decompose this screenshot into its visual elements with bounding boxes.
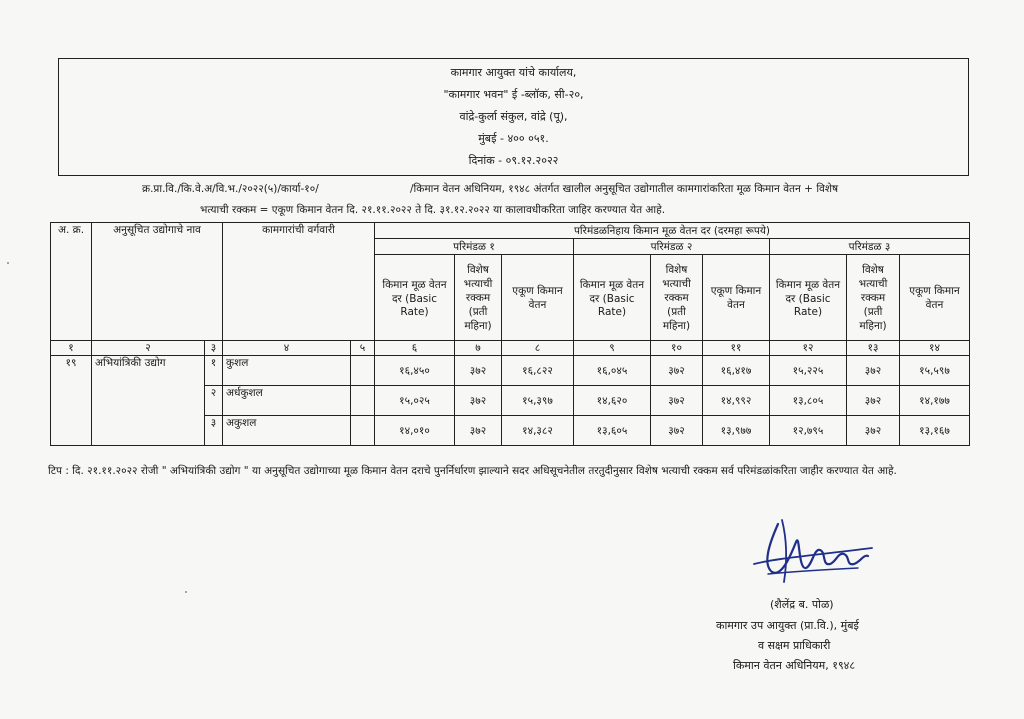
signatory-role: व सक्षम प्राधिकारी (758, 639, 831, 652)
total-z2: १३,९७७ (703, 416, 770, 446)
column-number: १ (51, 341, 92, 356)
basic-rate-z3: १३,८०५ (770, 386, 847, 416)
column-number: ३ (205, 341, 223, 356)
footnote: टिप : दि. २१.११.२०२२ रोजी " अभियांत्रिकी उद्योग " या अनुसूचित उद्योगाच्या मूळ किमान वेतन दराचे पुनर्निर्धारण झाल्याने सदर अधिसूचनेतील तरतुदीनुसार विशेष भत्याची रक्कम सर्व परिमंडळांकरिता जाहीर करण्यात येत आहे. (48, 465, 897, 477)
basic-rate-z2: १६,०४५ (574, 356, 651, 386)
header-basic-rate-z3: किमान मूळ वेतन दर (Basic Rate) (770, 255, 847, 341)
office-building: "कामगार भवन" ई -ब्लॉक, सी-२०, (443, 88, 584, 101)
header-total-z2: एकूण किमान वेतन (703, 255, 770, 341)
column-number: ४ (223, 341, 351, 356)
total-z3: १३,१६७ (900, 416, 970, 446)
header-allowance-z3: विशेष भत्याची रक्कम (प्रती महिना) (847, 255, 900, 341)
document-date: दिनांक - ०९.१२.२०२२ (468, 154, 559, 167)
row-number: ३ (205, 416, 223, 446)
basic-rate-z1: १४,०१० (375, 416, 455, 446)
total-z3: १४,१७७ (900, 386, 970, 416)
allowance-z2: ३७२ (651, 386, 703, 416)
office-header-box (58, 58, 969, 176)
header-basic-rate-z2: किमान मूळ वेतन दर (Basic Rate) (574, 255, 651, 341)
header-basic-rate-z1: किमान मूळ वेतन दर (Basic Rate) (375, 255, 455, 341)
total-z1: १६,८२२ (502, 356, 574, 386)
signature-image (748, 512, 878, 592)
total-z2: १६,४१७ (703, 356, 770, 386)
row-number: २ (205, 386, 223, 416)
header-total-z1: एकूण किमान वेतन (502, 255, 574, 341)
header-zone-1: परिमंडळ १ (375, 239, 574, 255)
column-number: १२ (770, 341, 847, 356)
industry-name: अभियांत्रिकी उद्योग (92, 356, 205, 446)
basic-rate-z2: १४,६२० (574, 386, 651, 416)
allowance-z1: ३७२ (455, 356, 502, 386)
basic-rate-z1: १५,०२५ (375, 386, 455, 416)
allowance-z2: ३७२ (651, 356, 703, 386)
total-z1: १४,३८२ (502, 416, 574, 446)
allowance-z1: ३७२ (455, 416, 502, 446)
total-z1: १५,३९७ (502, 386, 574, 416)
reference-number: क्र.प्रा.वि./कि.वे.अ/वि.भ./२०२२(५)/कार्या-१०/ (142, 183, 319, 195)
signatory-act: किमान वेतन अधिनियम, १९४८ (733, 659, 856, 672)
signatory-designation: कामगार उप आयुक्त (प्रा.वि.), मुंबई (716, 619, 859, 632)
wage-rate-table (50, 222, 970, 446)
office-area: वांद्रे-कुर्ला संकुल, वांद्रे (पू), (459, 110, 568, 123)
total-z3: १५,५९७ (900, 356, 970, 386)
basic-rate-z2: १३,६०५ (574, 416, 651, 446)
allowance-z3: ३७२ (847, 416, 900, 446)
signatory-name: (शैलेंद्र ब. पोळ) (770, 598, 834, 611)
header-total-z3: एकूण किमान वेतन (900, 255, 970, 341)
column-number: ७ (455, 341, 502, 356)
header-zone-rates: परिमंडळनिहाय किमान मूळ वेतन दर (दरमहा रूपये) (375, 223, 970, 239)
header-zone-2: परिमंडळ २ (574, 239, 770, 255)
header-category: कामगारांची वर्गवारी (223, 223, 375, 341)
basic-rate-z1: १६,४५० (375, 356, 455, 386)
basic-rate-z3: १२,७९५ (770, 416, 847, 446)
header-sr-no: अ. क्र. (51, 223, 92, 341)
column-number: ६ (375, 341, 455, 356)
column-number: १० (651, 341, 703, 356)
empty-cell (351, 386, 375, 416)
empty-cell (351, 416, 375, 446)
column-number: २ (92, 341, 205, 356)
row-number: १ (205, 356, 223, 386)
column-number: ९ (574, 341, 651, 356)
header-allowance-z1: विशेष भत्याची रक्कम (प्रती महिना) (455, 255, 502, 341)
scan-speck (185, 591, 187, 593)
column-number: ५ (351, 341, 375, 356)
office-city: मुंबई - ४०० ०५१. (478, 132, 549, 145)
total-z2: १४,९९२ (703, 386, 770, 416)
column-number: ८ (502, 341, 574, 356)
allowance-z3: ३७२ (847, 356, 900, 386)
header-allowance-z2: विशेष भत्याची रक्कम (प्रती महिना) (651, 255, 703, 341)
allowance-z1: ३७२ (455, 386, 502, 416)
notice-subject-line1: /किमान वेतन अधिनियम, १९४८ अंतर्गत खालील अनुसूचित उद्योगातील कामगारांकरिता मूळ किमान वेतन + विशेष (410, 183, 839, 195)
header-zone-3: परिमंडळ ३ (770, 239, 970, 255)
serial-number: १९ (51, 356, 92, 446)
worker-category: अकुशल (223, 416, 351, 446)
allowance-z2: ३७२ (651, 416, 703, 446)
empty-cell (351, 356, 375, 386)
scan-speck (7, 262, 9, 264)
column-number: ११ (703, 341, 770, 356)
column-number: १३ (847, 341, 900, 356)
header-industry: अनुसूचित उद्योगाचे नाव (92, 223, 223, 341)
notice-subject-line2: भत्याची रक्कम = एकूण किमान वेतन दि. २१.११.२०२२ ते दि. ३१.१२.२०२२ या कालावधीकरिता जाहिर करण्यात येत आहे. (200, 204, 666, 216)
office-name: कामगार आयुक्त यांचे कार्यालय, (450, 66, 577, 79)
worker-category: कुशल (223, 356, 351, 386)
column-number: १४ (900, 341, 970, 356)
worker-category: अर्धकुशल (223, 386, 351, 416)
table-row (51, 356, 970, 386)
basic-rate-z3: १५,२२५ (770, 356, 847, 386)
allowance-z3: ३७२ (847, 386, 900, 416)
